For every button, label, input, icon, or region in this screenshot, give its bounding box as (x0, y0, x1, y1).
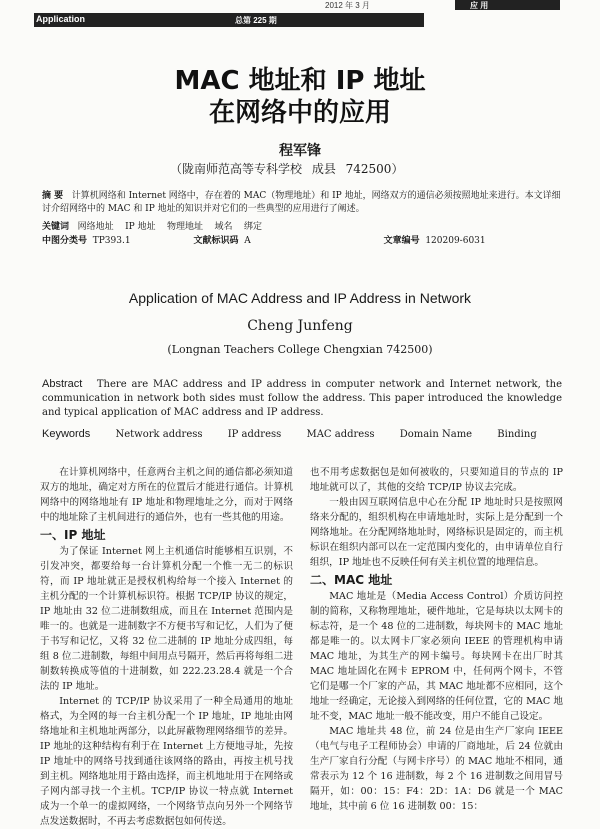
section-heading-mac: 二、MAC 地址 (310, 573, 393, 587)
abstract-en (42, 378, 562, 420)
cls-value: TP393.1 (92, 236, 131, 246)
abstract-en-text: There are MAC address and IP address in computer network and Internet network, the communication in network both sides must follow the address. This paper introduced the knowledge and typical application of MAC address and IP address. (42, 379, 562, 418)
doc-label: 文献标识码 (193, 236, 239, 246)
column-name: 应 用 (470, 1, 489, 10)
cls-label: 中图分类号 (42, 236, 88, 246)
keywords-en-label: Keywords (42, 428, 91, 440)
abstract-en-label: Abstract (42, 378, 83, 390)
author-cn: 程军锋 (279, 143, 321, 159)
section-tag: Application (36, 14, 85, 24)
keyword-en: Network address (115, 429, 203, 440)
keyword-cn: 物理地址 (167, 222, 204, 232)
author-en: Cheng Junfeng (247, 318, 353, 334)
keyword-cn: 域名 (214, 222, 233, 232)
keyword-cn: IP 地址 (125, 222, 156, 232)
abstract-cn-label: 摘 要 (42, 191, 64, 201)
body-paragraph: 一般由因互联网信息中心在分配 IP 地址时只是按照网络来分配的，组织机构在申请地址时，实际上是分配到一个网络地址。在分配网络地址时，网络标识是固定的，而主机标识在组织内部可以在一定范围内变化的，由申请单位自行组织，IP 地址也不反映任何有关主机位置的地理信息。 (310, 497, 563, 568)
keyword-en: Binding (497, 429, 537, 440)
body-paragraph: 在计算机网络中，任意两台主机之间的通信都必须知道双方的地址，确定对方所在的位置后才能进行通信。计算机网络中的网络地址有 IP 地址和物理地址之分，而对于网络中的地址除了主机间进行的通信外，也有一些其他的用途。 (40, 467, 293, 523)
keyword-en: IP address (227, 429, 282, 440)
keywords-en (42, 428, 572, 440)
body-paragraph: 也不用考虑数据包是如何被收的，只要知道目的节点的 IP 地址就可以了，其他的交给 TCP/IP 协议去完成。 (310, 467, 563, 493)
keyword-en: MAC address (306, 429, 375, 440)
body-paragraph: MAC 地址是（Media Access Control）介质访问控制的简称，又称物理地址，硬件地址，它是每块以太网卡的标志符，是一个 48 位的二进制数，每块网卡的 MAC 地址都是唯一的。以太网卡厂家必须向 IEEE 的管理机构申请 MAC 地址，为其生产的网卡编号。每块网卡在出厂时其 MAC 地址固化在网卡 EPROM 中，任何两个网卡，不管它们是哪一个厂家的产品，其 MAC 地址都不应相同，这个地址一经确定，无论接入到网络的任何位置，它的 MAC 地址不变，MAC 地址一般不能改变，用户不能自己设定。 (310, 591, 563, 722)
keywords-cn (42, 221, 562, 234)
affiliation-en: (Longnan Teachers College Chengxian 742500) (167, 343, 433, 356)
body-paragraph: Internet 的 TCP/IP 协议采用了一种全局通用的地址格式，为全网的每一台主机分配一个 IP 地址，IP 地址由网络地址和主机地址两部分，以此屏蔽物理网络细节的差异。IP 地址的这种结构有利于在 Internet 上方便地寻址，先按 IP 地址中的网络号找到通往该网络的路由，再按主机号找到主机。网络地址用于路由选择，而主机地址用于在网络或子网内部寻找一个主机。TCP/IP 协议一特点就 Internet 成为一个单一的虚拟网络，一个网络节点向另外一个网络节点发送数据时，不再去考虑数据包如何传送。 (40, 696, 293, 827)
affiliation-cn: （陇南师范高等专科学校 成县 742500） (170, 162, 404, 176)
classification-row (42, 235, 562, 248)
abstract-cn-text: 计算机网络和 Internet 网络中，存在着的 MAC（物理地址）和 IP 地址，网络双方的通信必须按照地址来进行。本文详细讨介绍网络中的 MAC 和 IP 地址的知识并对它们的一些典型的应用进行了阐述。 (42, 191, 561, 214)
keyword-en: Domain Name (399, 429, 473, 440)
keyword-cn: 网络地址 (77, 222, 114, 232)
title-cn-line-1: MAC 地址和 IP 地址 (174, 66, 426, 96)
body-paragraph: 为了保证 Internet 网上主机通信时能够相互识别，不引发冲突，都要给每一台计算机分配一个惟一无二的标识符，而 IP 地址就正是授权机构给每一个接入 Internet 的主机分配的一个计算机标识符。根据 TCP/IP 协议的规定，IP 地址由 32 位二进制数组成，而且在 Internet 范围内是唯一的。也就是一进制数字不方便书写和记忆，人们为了便于书写和记忆，又将 32 位二进制的 IP 地址分成四组，每组 8 位二进制数，每组中间用点号隔开，然后再将每组二进制数转换成等值的十进制数，如 222.23.28.4 就是一个合法的 IP 地址。 (40, 546, 293, 692)
article-value: 120209-6031 (425, 236, 486, 246)
issue-number: 总第 225 期 (235, 16, 277, 25)
header-bar (34, 13, 424, 27)
title-en: Application of MAC Address and IP Address in Network (128, 290, 472, 306)
title-cn-line-2: 在网络中的应用 (208, 98, 391, 128)
body-column-right (310, 465, 563, 814)
keyword-cn: 绑定 (243, 222, 262, 232)
body-column-left (40, 465, 293, 829)
section-heading-ip: 一、IP 地址 (40, 528, 106, 542)
body-paragraph: MAC 地址共 48 位，前 24 位是由生产厂家向 IEEE（电气与电子工程师协会）申请的厂商地址，后 24 位就由生产厂家自行分配（与网卡序号）的 MAC 地址不相同，通常表示为 12 个 16 进制数，每 2 个 16 进制数之间用冒号隔开，如：00：15：F4：2D：1A：D6 就是一个 MAC 地址，其中前 6 位 16 进制数 00：15： (310, 726, 563, 812)
doc-value: A (244, 236, 251, 246)
article-label: 文章编号 (383, 236, 420, 246)
abstract-cn (42, 190, 562, 216)
issue-date: 2012 年 3 月 (325, 1, 370, 10)
keywords-cn-label: 关键词 (42, 222, 70, 232)
